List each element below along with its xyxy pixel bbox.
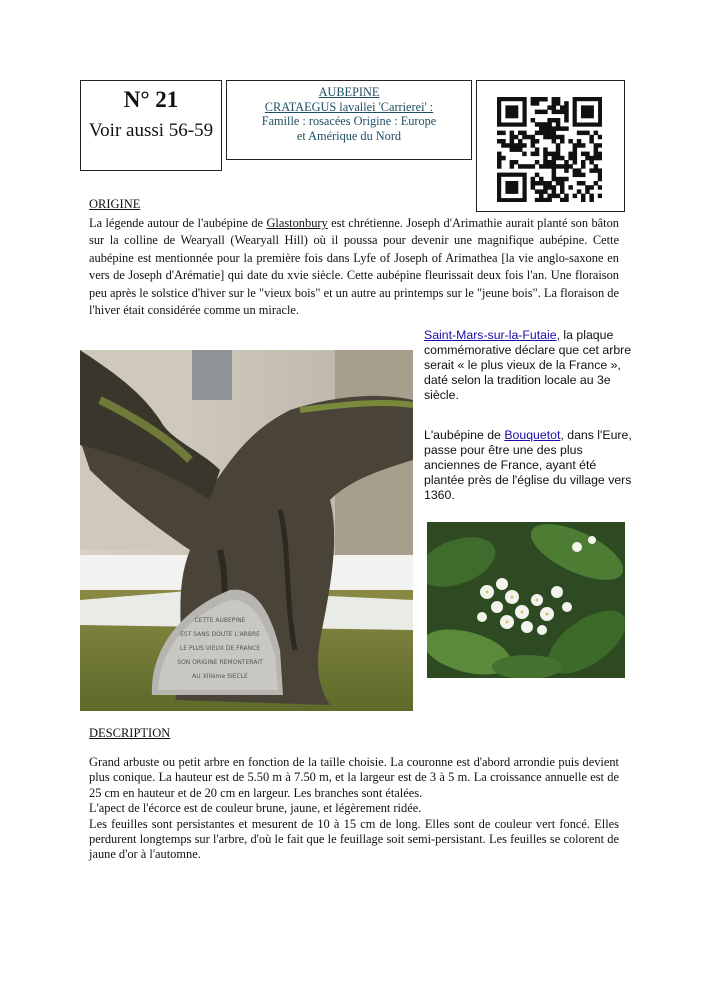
number-box	[80, 80, 222, 171]
side-note-1-text: , la plaque commémorative déclare que cet arbre serait « le plus vieux de la France », daté selon la tradition locale au 3e siècle.	[424, 328, 632, 402]
origine-heading: ORIGINE	[89, 197, 141, 211]
side-note-2-text: , dans l'Eure, passe pour être une des plus anciennes de France, ayant été plantée près de l'église du village vers 1360.	[424, 428, 632, 502]
description-body	[89, 755, 619, 863]
description-paragraph-1: Grand arbuste ou petit arbre en fonction de la taille choisie. La couronne est d'abord arrondie puis devient plus conique. La hauteur est de 5.50 m à 7.50 m, et la largeur est de 3 à 5 m. La croissance annuelle est de 25 cm en hauteur et de 20 cm en largeur. Les branches sont étalées.	[89, 755, 619, 800]
plaque-line-3: LE PLUS VIEUX DE FRANCE	[179, 645, 261, 652]
side-note-2-start: L'aubépine de	[424, 428, 505, 442]
origine-text-end: est chrétienne. Joseph d'Arimathie aurait planté son bâton sur la colline de Wearyall (Wearyall Hill) où il poussa pour devenir une magnifique aubépine. Cette aubépine est mentionnée pour la première fois dans Lyfe of Joseph of Arimathea [la vie anglo-saxone en vers de Joseph d'Arématie] qui date du xvie siècle. Cette aubépine fleurissait deux fois l'an. Une floraison peu après le solstice d'hiver sur le "vieux bois" et un autre au printemps sur le "jeune bois". La floraison de l'hiver était considérée comme un miracle.	[89, 216, 619, 318]
plaque-line-2: EST SANS DOUTE L'ARBRE	[180, 631, 260, 638]
description-paragraph-2: L'apect de l'écorce est de couleur brune, jaune, et légèrement ridée.	[89, 801, 422, 816]
qr-code-icon	[497, 97, 602, 202]
flower-photo	[427, 522, 625, 678]
common-name: AUBEPINE	[318, 85, 380, 99]
family-line-2: et Amérique du Nord	[296, 128, 402, 143]
plaque-line-1: CETTE AUBEPINE	[194, 617, 246, 624]
origine-text-start: La légende autour de l'aubépine de	[89, 216, 267, 230]
side-note-2	[424, 428, 634, 503]
glastonbury-link[interactable]: Glastonbury	[266, 216, 328, 230]
description-paragraph-3: Les feuilles sont persistantes et mesurent de 10 à 15 cm de long. Elles sont de couleur vert foncé. Elles perdurent longtemps sur l'arbre, d'où le fait que le feuillage soit semi-persistant. Les feuilles se colorent de jaune d'or à l'automne.	[89, 816, 619, 862]
see-also: Voir aussi 56-59	[88, 120, 214, 141]
description-heading: DESCRIPTION	[89, 726, 171, 740]
latin-name: CRATAEGUS lavallei 'Carrierei' :	[264, 99, 434, 114]
qr-box	[476, 80, 625, 212]
tree-photo	[80, 350, 413, 711]
family-line-1: Famille : rosacées Origine : Europe	[261, 114, 437, 128]
plaque-line-5: AU XIIIème SIECLE	[192, 673, 248, 680]
title-box	[226, 80, 472, 160]
bouquetot-link[interactable]: Bouquetot	[504, 428, 561, 442]
plaque-line-4: SON ORIGINE REMONTERAIT	[177, 659, 263, 666]
origine-paragraph	[89, 215, 619, 319]
sheet-number: N° 21	[123, 87, 179, 112]
saint-mars-link[interactable]: Saint-Mars-sur-la-Futaie	[424, 328, 557, 342]
side-note-1	[424, 328, 634, 403]
